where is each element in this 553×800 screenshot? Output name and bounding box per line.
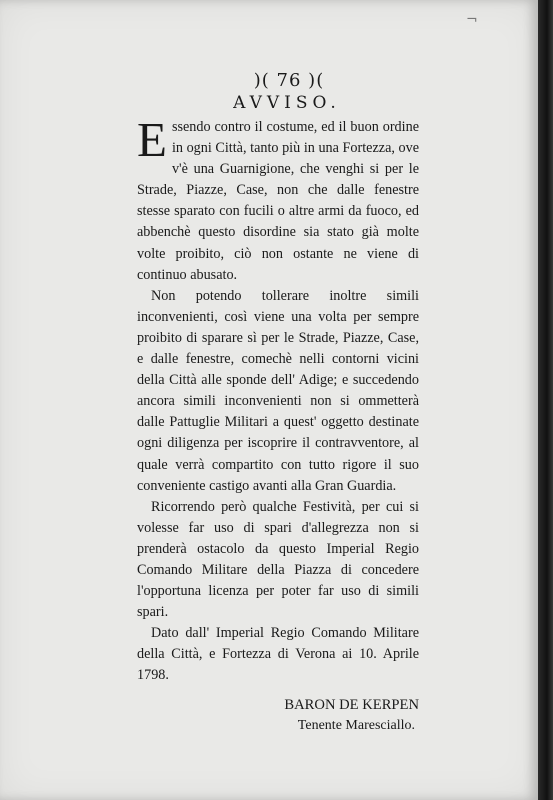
drop-cap: E — [137, 112, 167, 167]
page-number: )( 76 )( — [253, 70, 325, 91]
document-text — [137, 70, 419, 736]
paragraph-1-text: ssendo contro il costume, ed il buon ordine in ogni Città, tanto più in una Fortezza, ove v'è una Guarnigione, che venghi si per le Strade, Piazze, Case, non che dalle fenestre stesse sparato con fucili o altre armi da fuoco, ed abbenchè questo disordine sia stato già molte volte proibito, ciò non ostante ne viene di continuo abusato. — [137, 119, 419, 283]
page-title: AVVISO. — [233, 93, 341, 113]
paragraph-1 — [137, 112, 419, 286]
signature-name: BARON DE KERPEN — [284, 696, 419, 713]
signature-rank: Tenente Maresciallo. — [297, 717, 415, 733]
corner-mark: ¬ — [466, 12, 478, 28]
paragraph-3: Ricorrendo però qualche Festività, per cui si volesse far uso di spari d'allegrezza non si prenderà ostacolo da questo Imperial Regio Comando Militare della Piazza di concedere l'opportuna licenza per poter far uso di simili spari. — [137, 498, 419, 621]
paragraph-2: Non potendo tollerare inoltre simili inconvenienti, così viene una volta per sempre proibito di sparare sì per le Strade, Piazze, Case, e dalle fenestre, comechè nelli contorni vicini della Città alle sponde dell' Adige; e succedendo ancora simili inconvenienti non si ommetterà dalle Pattuglie Militari a quest' oggetto destinate ogni diligenza per iscoprire il contravventore, al quale verrà compartito con tutto rigore il suo conveniente castigo avanti alla Gran Guardia. — [137, 287, 419, 494]
page-edge — [538, 0, 553, 800]
paragraph-4: Dato dall' Imperial Regio Comando Militare della Città, e Fortezza di Verona ai 10. Aprile 1798. — [137, 625, 419, 684]
